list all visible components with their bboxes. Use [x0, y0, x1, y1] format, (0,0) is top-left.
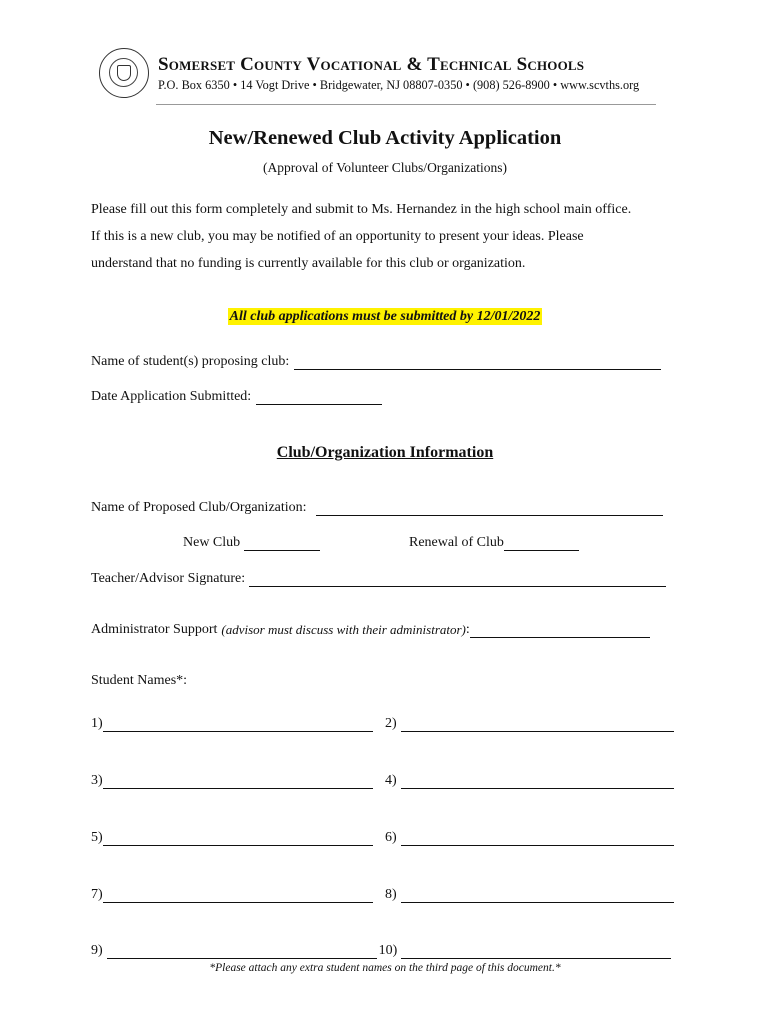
school-address: P.O. Box 6350 • 14 Vogt Drive • Bridgewater, NJ 08807-0350 • (908) 526-8900 • www.scvths.org — [158, 78, 640, 92]
student-row-2 — [385, 716, 674, 732]
student-name-field-2[interactable] — [401, 718, 674, 732]
club-name-field[interactable] — [316, 502, 663, 516]
date-submitted-row — [91, 389, 382, 405]
student-row-8 — [385, 887, 674, 903]
intro-line-3: understand that no funding is currently available for this club or organization. — [91, 256, 526, 271]
date-submitted-field[interactable] — [256, 391, 382, 405]
school-name: Somerset County Vocational & Technical Schools — [158, 54, 585, 75]
header-divider — [156, 104, 656, 105]
student-proposing-field[interactable] — [294, 356, 661, 370]
student-number-3: 3) — [91, 773, 103, 788]
section-title: Club/Organization Information — [276, 444, 494, 461]
teacher-signature-row — [91, 571, 666, 587]
new-club-field[interactable] — [244, 537, 320, 551]
admin-support-colon: : — [465, 622, 470, 637]
student-name-field-10[interactable] — [401, 945, 671, 959]
student-name-field-7[interactable] — [103, 889, 373, 903]
school-seal-logo — [99, 48, 149, 98]
student-proposing-label: Name of student(s) proposing club: — [91, 354, 290, 369]
admin-support-label: Administrator Support — [91, 622, 218, 637]
admin-support-field[interactable] — [470, 624, 650, 638]
student-name-field-6[interactable] — [401, 832, 674, 846]
student-name-field-8[interactable] — [401, 889, 674, 903]
page-subtitle: (Approval of Volunteer Clubs/Organizations) — [262, 160, 508, 175]
student-row-1 — [91, 716, 373, 732]
page-title: New/Renewed Club Activity Application — [208, 127, 562, 149]
student-proposing-row — [91, 354, 661, 370]
new-club-label: New Club — [183, 535, 241, 550]
student-row-4 — [385, 773, 674, 789]
student-row-6 — [385, 830, 674, 846]
student-row-3 — [91, 773, 373, 789]
student-name-field-9[interactable] — [107, 945, 377, 959]
intro-line-2: If this is a new club, you may be notified of an opportunity to present your ideas. Please — [91, 229, 584, 244]
footnote: *Please attach any extra student names on the third page of this document.* — [209, 962, 561, 974]
student-name-field-3[interactable] — [103, 775, 373, 789]
date-submitted-label: Date Application Submitted: — [91, 389, 252, 404]
renewal-label: Renewal of Club — [409, 535, 504, 550]
renewal-field[interactable] — [504, 537, 579, 551]
student-number-8: 8) — [385, 887, 397, 902]
renewal-row — [409, 535, 579, 551]
student-row-5 — [91, 830, 373, 846]
student-row-9 — [91, 943, 671, 959]
teacher-signature-field[interactable] — [249, 573, 666, 587]
deadline-notice — [0, 309, 770, 325]
admin-support-note: (advisor must discuss with their administrator) — [221, 622, 466, 637]
student-number-5: 5) — [91, 830, 103, 845]
new-club-row — [183, 535, 320, 551]
student-number-6: 6) — [385, 830, 397, 845]
student-name-field-4[interactable] — [401, 775, 674, 789]
student-number-1: 1) — [91, 716, 103, 731]
student-row-7 — [91, 887, 373, 903]
deadline-text: All club applications must be submitted by 12/01/2022 — [229, 309, 541, 324]
student-number-4: 4) — [385, 773, 397, 788]
club-name-label: Name of Proposed Club/Organization: — [91, 500, 307, 515]
teacher-signature-label: Teacher/Advisor Signature: — [91, 571, 246, 586]
student-number-2: 2) — [385, 716, 397, 731]
student-name-field-1[interactable] — [103, 718, 373, 732]
admin-support-row — [91, 622, 650, 638]
student-names-label: Student Names*: — [91, 673, 188, 688]
intro-line-1: Please fill out this form completely and submit to Ms. Hernandez in the high school main office. — [91, 202, 632, 217]
student-number-10: 10) — [378, 943, 398, 958]
student-number-7: 7) — [91, 887, 103, 902]
club-name-row — [91, 500, 663, 516]
student-name-field-5[interactable] — [103, 832, 373, 846]
student-number-9: 9) — [91, 943, 103, 958]
